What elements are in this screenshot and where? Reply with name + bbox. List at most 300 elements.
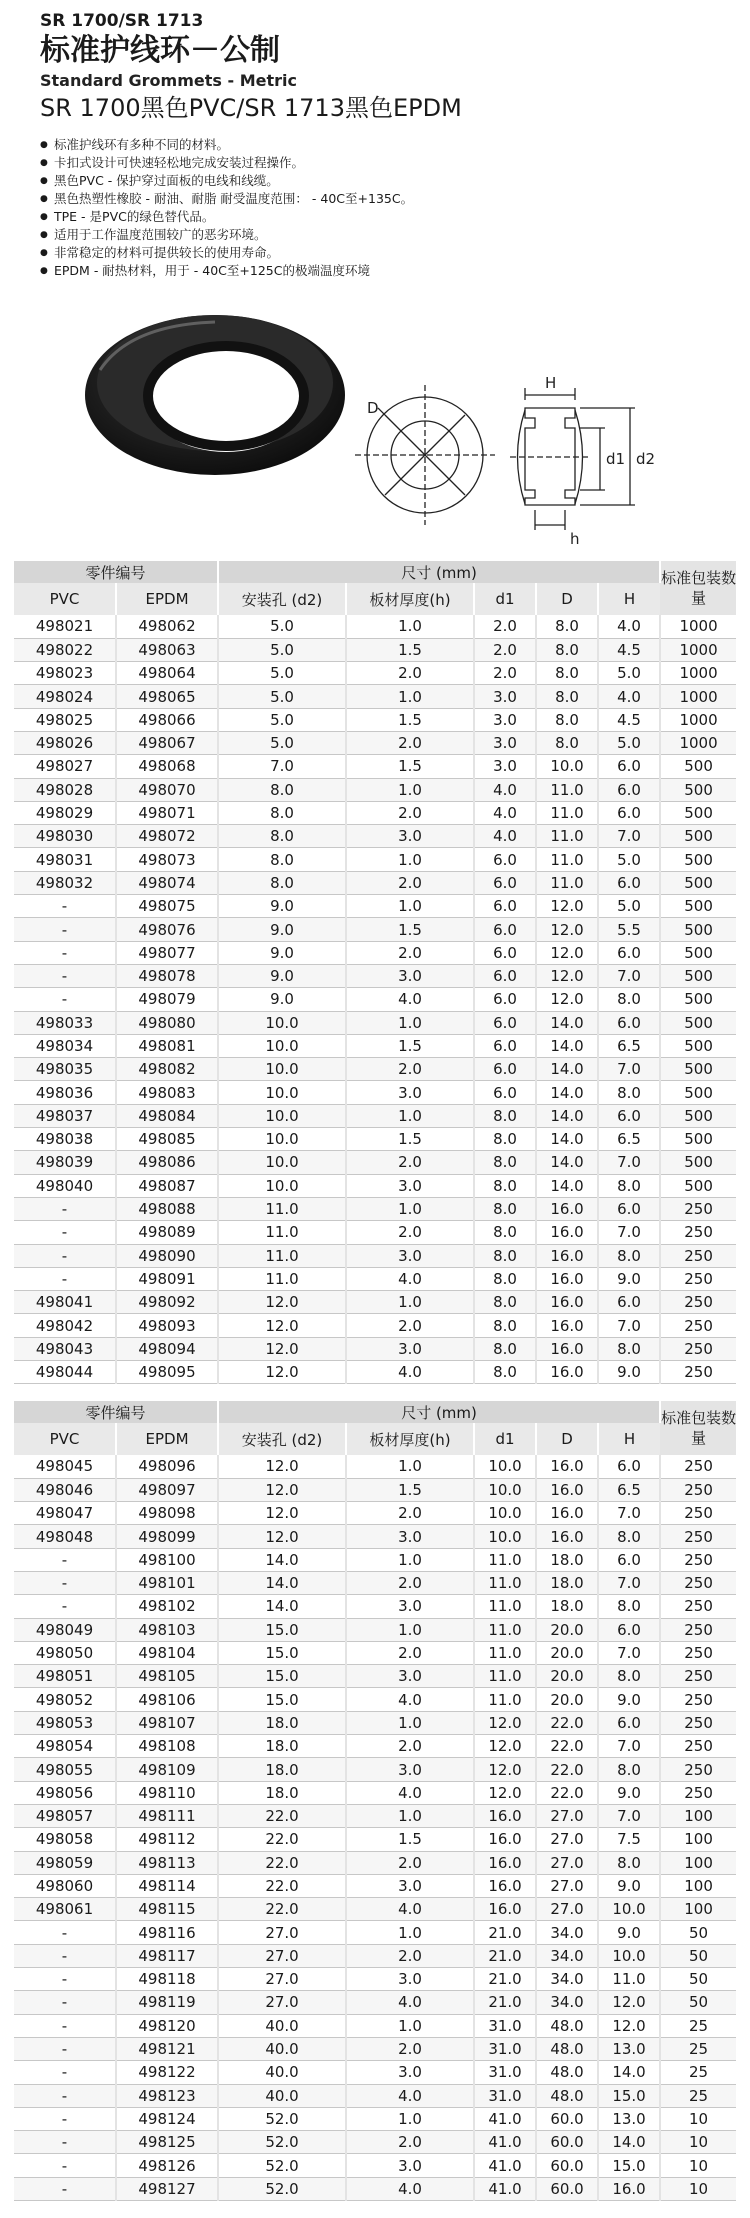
- cell-thickness: 3.0: [346, 1244, 474, 1267]
- cell-D: 48.0: [536, 2014, 598, 2037]
- cell-hole: 12.0: [218, 1337, 346, 1360]
- cell-pkg: 500: [660, 918, 736, 941]
- cell-D: 34.0: [536, 1991, 598, 2014]
- cell-thickness: 2.0: [346, 731, 474, 754]
- cell-pkg: 1000: [660, 708, 736, 731]
- cell-epdm: 498086: [116, 1151, 218, 1174]
- cell-hole: 11.0: [218, 1244, 346, 1267]
- cell-pvc: 498056: [14, 1781, 116, 1804]
- table-row: [14, 755, 736, 778]
- cell-thickness: 4.0: [346, 2177, 474, 2200]
- cell-thickness: 1.0: [346, 1291, 474, 1314]
- table-row: [14, 1081, 736, 1104]
- cell-pkg: 1000: [660, 662, 736, 685]
- cell-pvc: -: [14, 1548, 116, 1571]
- header-thickness: 板材厚度(h): [346, 583, 474, 615]
- cell-H: 9.0: [598, 1874, 660, 1897]
- cell-pvc: -: [14, 2131, 116, 2154]
- cell-thickness: 3.0: [346, 1968, 474, 1991]
- cell-d1: 8.0: [474, 1361, 536, 1384]
- cell-d1: 8.0: [474, 1151, 536, 1174]
- table-row: [14, 1688, 736, 1711]
- table-row: [14, 1011, 736, 1034]
- table-row: [14, 2084, 736, 2107]
- cell-H: 7.0: [598, 1058, 660, 1081]
- cell-thickness: 2.0: [346, 1058, 474, 1081]
- header: [40, 10, 720, 280]
- cell-thickness: 3.0: [346, 964, 474, 987]
- cell-pkg: 500: [660, 778, 736, 801]
- cell-D: 22.0: [536, 1735, 598, 1758]
- cell-pkg: 250: [660, 1595, 736, 1618]
- cell-d1: 2.0: [474, 662, 536, 685]
- cell-d1: 6.0: [474, 1081, 536, 1104]
- cell-d1: 31.0: [474, 2014, 536, 2037]
- cell-pkg: 100: [660, 1851, 736, 1874]
- cell-thickness: 2.0: [346, 941, 474, 964]
- cell-epdm: 498120: [116, 2014, 218, 2037]
- cell-hole: 12.0: [218, 1478, 346, 1501]
- cell-H: 15.0: [598, 2084, 660, 2107]
- feature-item: ● 非常稳定的材料可提供较长的使用寿命。: [40, 244, 720, 262]
- cell-thickness: 2.0: [346, 2037, 474, 2060]
- cell-H: 8.0: [598, 988, 660, 1011]
- cell-d1: 16.0: [474, 1804, 536, 1827]
- cell-hole: 18.0: [218, 1735, 346, 1758]
- cell-hole: 10.0: [218, 1128, 346, 1151]
- cell-epdm: 498066: [116, 708, 218, 731]
- cell-H: 6.0: [598, 778, 660, 801]
- cell-pvc: -: [14, 1244, 116, 1267]
- header-epdm: EPDM: [116, 1423, 218, 1455]
- cell-pkg: 500: [660, 1128, 736, 1151]
- cell-H: 6.0: [598, 941, 660, 964]
- cell-hole: 9.0: [218, 895, 346, 918]
- table-row: [14, 825, 736, 848]
- cell-d1: 3.0: [474, 755, 536, 778]
- table-row: [14, 895, 736, 918]
- cell-pkg: 250: [660, 1641, 736, 1664]
- table-row: [14, 871, 736, 894]
- cell-pvc: 498043: [14, 1337, 116, 1360]
- cell-H: 6.5: [598, 1478, 660, 1501]
- product-subtitle: SR 1700黑色PVC/SR 1713黑色EPDM: [40, 94, 462, 122]
- cell-d1: 21.0: [474, 1968, 536, 1991]
- cell-pvc: 498053: [14, 1711, 116, 1734]
- header-d1: d1: [474, 583, 536, 615]
- cell-pvc: 498057: [14, 1804, 116, 1827]
- cell-D: 16.0: [536, 1502, 598, 1525]
- table-row: [14, 1455, 736, 1478]
- cell-pvc: -: [14, 918, 116, 941]
- cell-H: 7.0: [598, 1804, 660, 1827]
- cell-D: 60.0: [536, 2131, 598, 2154]
- cell-hole: 27.0: [218, 1921, 346, 1944]
- cell-D: 60.0: [536, 2107, 598, 2130]
- cell-thickness: 3.0: [346, 1337, 474, 1360]
- cell-D: 12.0: [536, 918, 598, 941]
- cell-epdm: 498125: [116, 2131, 218, 2154]
- cell-d1: 3.0: [474, 731, 536, 754]
- cell-D: 8.0: [536, 662, 598, 685]
- cell-D: 11.0: [536, 778, 598, 801]
- cell-d1: 12.0: [474, 1735, 536, 1758]
- cell-d1: 11.0: [474, 1571, 536, 1594]
- cell-epdm: 498075: [116, 895, 218, 918]
- cell-hole: 22.0: [218, 1898, 346, 1921]
- header-D: D: [536, 1423, 598, 1455]
- cell-thickness: 3.0: [346, 1174, 474, 1197]
- cell-D: 14.0: [536, 1011, 598, 1034]
- cell-D: 11.0: [536, 801, 598, 824]
- header-part-no: 零件编号: [14, 561, 218, 583]
- cell-D: 11.0: [536, 848, 598, 871]
- cell-pvc: -: [14, 2037, 116, 2060]
- cell-H: 6.0: [598, 1197, 660, 1220]
- table-row: [14, 1851, 736, 1874]
- cell-H: 14.0: [598, 2131, 660, 2154]
- cell-H: 12.0: [598, 1991, 660, 2014]
- cell-D: 14.0: [536, 1104, 598, 1127]
- cell-pvc: 498037: [14, 1104, 116, 1127]
- cell-pvc: 498054: [14, 1735, 116, 1758]
- table-row: [14, 1711, 736, 1734]
- cell-pkg: 250: [660, 1711, 736, 1734]
- cell-D: 18.0: [536, 1595, 598, 1618]
- cell-d1: 8.0: [474, 1314, 536, 1337]
- cell-hole: 5.0: [218, 708, 346, 731]
- cell-pvc: 498022: [14, 638, 116, 661]
- cell-hole: 52.0: [218, 2107, 346, 2130]
- cell-pvc: 498023: [14, 662, 116, 685]
- cell-pkg: 250: [660, 1221, 736, 1244]
- cell-hole: 15.0: [218, 1665, 346, 1688]
- cell-H: 8.0: [598, 1851, 660, 1874]
- cell-pvc: -: [14, 1991, 116, 2014]
- table-row: [14, 1548, 736, 1571]
- cell-D: 14.0: [536, 1081, 598, 1104]
- cell-D: 8.0: [536, 731, 598, 754]
- cell-hole: 12.0: [218, 1455, 346, 1478]
- cell-pvc: -: [14, 2154, 116, 2177]
- cell-D: 8.0: [536, 615, 598, 638]
- cell-H: 6.0: [598, 1291, 660, 1314]
- cell-d1: 21.0: [474, 1991, 536, 2014]
- table-row: [14, 1898, 736, 1921]
- cell-thickness: 3.0: [346, 1595, 474, 1618]
- cell-D: 16.0: [536, 1525, 598, 1548]
- cell-d1: 6.0: [474, 1034, 536, 1057]
- table-row: [14, 988, 736, 1011]
- cell-thickness: 4.0: [346, 1781, 474, 1804]
- cell-thickness: 1.0: [346, 1104, 474, 1127]
- cell-d1: 6.0: [474, 895, 536, 918]
- cell-H: 14.0: [598, 2061, 660, 2084]
- cell-hole: 12.0: [218, 1361, 346, 1384]
- cell-epdm: 498101: [116, 1571, 218, 1594]
- grommet-photo: [85, 315, 345, 475]
- header-size: 尺寸 (mm): [218, 561, 660, 583]
- cell-D: 27.0: [536, 1898, 598, 1921]
- cell-D: 48.0: [536, 2061, 598, 2084]
- cell-D: 20.0: [536, 1665, 598, 1688]
- cell-pkg: 25: [660, 2084, 736, 2107]
- table-body: [14, 1455, 736, 2201]
- cell-pkg: 250: [660, 1735, 736, 1758]
- cell-pkg: 500: [660, 801, 736, 824]
- feature-item: ● 适用于工作温度范围较广的恶劣环境。: [40, 226, 720, 244]
- cell-D: 16.0: [536, 1455, 598, 1478]
- table-row: [14, 1337, 736, 1360]
- cell-thickness: 1.5: [346, 638, 474, 661]
- cell-d1: 8.0: [474, 1221, 536, 1244]
- cell-H: 4.5: [598, 708, 660, 731]
- cell-pkg: 25: [660, 2037, 736, 2060]
- cell-epdm: 498094: [116, 1337, 218, 1360]
- feature-item: ● 标准护线环有多种不同的材料。: [40, 136, 720, 154]
- cell-D: 10.0: [536, 755, 598, 778]
- cell-H: 6.5: [598, 1128, 660, 1151]
- cell-H: 8.0: [598, 1758, 660, 1781]
- cell-D: 16.0: [536, 1267, 598, 1290]
- cell-epdm: 498090: [116, 1244, 218, 1267]
- table-row: [14, 1921, 736, 1944]
- cell-d1: 31.0: [474, 2037, 536, 2060]
- header-D: D: [536, 583, 598, 615]
- cell-thickness: 2.0: [346, 871, 474, 894]
- cell-d1: 41.0: [474, 2107, 536, 2130]
- cell-pvc: -: [14, 1221, 116, 1244]
- table-row: [14, 1104, 736, 1127]
- cell-pvc: 498029: [14, 801, 116, 824]
- cell-H: 7.0: [598, 1221, 660, 1244]
- cell-pkg: 250: [660, 1267, 736, 1290]
- cell-epdm: 498092: [116, 1291, 218, 1314]
- cell-H: 6.0: [598, 1711, 660, 1734]
- cell-pkg: 250: [660, 1618, 736, 1641]
- cell-d1: 4.0: [474, 801, 536, 824]
- header-part-no: 零件编号: [14, 1401, 218, 1423]
- cell-hole: 12.0: [218, 1291, 346, 1314]
- cell-pkg: 500: [660, 1011, 736, 1034]
- cell-epdm: 498114: [116, 1874, 218, 1897]
- table-row: [14, 2107, 736, 2130]
- cell-hole: 18.0: [218, 1758, 346, 1781]
- cell-H: 4.0: [598, 615, 660, 638]
- label-h: h: [570, 530, 580, 548]
- cell-D: 16.0: [536, 1221, 598, 1244]
- header-pkg: 标准包装数量: [660, 561, 736, 615]
- header-pvc: PVC: [14, 583, 116, 615]
- cell-H: 5.0: [598, 895, 660, 918]
- table-row: [14, 1525, 736, 1548]
- cell-pvc: 498047: [14, 1502, 116, 1525]
- table-row: [14, 1781, 736, 1804]
- cell-D: 34.0: [536, 1921, 598, 1944]
- table-row: [14, 1361, 736, 1384]
- cell-epdm: 498107: [116, 1711, 218, 1734]
- cell-pkg: 500: [660, 848, 736, 871]
- cell-pkg: 250: [660, 1548, 736, 1571]
- cell-hole: 5.0: [218, 685, 346, 708]
- table-row: [14, 1478, 736, 1501]
- cell-hole: 15.0: [218, 1641, 346, 1664]
- cell-d1: 8.0: [474, 1128, 536, 1151]
- cell-thickness: 1.0: [346, 778, 474, 801]
- product-code: SR 1700/SR 1713: [40, 11, 204, 31]
- cell-H: 6.0: [598, 1104, 660, 1127]
- cell-D: 16.0: [536, 1478, 598, 1501]
- cell-pkg: 100: [660, 1898, 736, 1921]
- cell-pkg: 250: [660, 1337, 736, 1360]
- cell-pvc: 498028: [14, 778, 116, 801]
- cell-d1: 31.0: [474, 2061, 536, 2084]
- cell-epdm: 498122: [116, 2061, 218, 2084]
- table-row: [14, 2154, 736, 2177]
- page-title: 标准护线环－公制: [40, 33, 280, 68]
- cell-H: 7.0: [598, 1735, 660, 1758]
- cell-thickness: 4.0: [346, 1267, 474, 1290]
- cell-D: 27.0: [536, 1874, 598, 1897]
- cell-epdm: 498072: [116, 825, 218, 848]
- cell-thickness: 2.0: [346, 1151, 474, 1174]
- cell-d1: 10.0: [474, 1525, 536, 1548]
- cell-hole: 22.0: [218, 1851, 346, 1874]
- cell-d1: 21.0: [474, 1921, 536, 1944]
- cell-H: 8.0: [598, 1081, 660, 1104]
- cell-pkg: 250: [660, 1361, 736, 1384]
- cell-pkg: 250: [660, 1291, 736, 1314]
- cell-d1: 16.0: [474, 1898, 536, 1921]
- cell-hole: 27.0: [218, 1968, 346, 1991]
- cell-thickness: 1.0: [346, 1921, 474, 1944]
- cell-epdm: 498077: [116, 941, 218, 964]
- cell-thickness: 1.0: [346, 685, 474, 708]
- cell-thickness: 1.5: [346, 918, 474, 941]
- cell-H: 6.0: [598, 1548, 660, 1571]
- cell-D: 14.0: [536, 1034, 598, 1057]
- header-epdm: EPDM: [116, 583, 218, 615]
- cell-pvc: 498021: [14, 615, 116, 638]
- cell-thickness: 4.0: [346, 988, 474, 1011]
- cell-hole: 22.0: [218, 1828, 346, 1851]
- grommet-table-1: [14, 561, 736, 1384]
- table-row: [14, 662, 736, 685]
- cell-thickness: 4.0: [346, 1991, 474, 2014]
- cell-thickness: 1.0: [346, 1548, 474, 1571]
- cell-hole: 9.0: [218, 964, 346, 987]
- cell-D: 12.0: [536, 941, 598, 964]
- cell-epdm: 498096: [116, 1455, 218, 1478]
- cell-pvc: 498024: [14, 685, 116, 708]
- cell-hole: 10.0: [218, 1034, 346, 1057]
- cell-D: 12.0: [536, 988, 598, 1011]
- cell-epdm: 498067: [116, 731, 218, 754]
- cell-hole: 10.0: [218, 1151, 346, 1174]
- cell-pvc: 498052: [14, 1688, 116, 1711]
- cell-d1: 11.0: [474, 1641, 536, 1664]
- cell-thickness: 1.0: [346, 1197, 474, 1220]
- cell-pkg: 100: [660, 1828, 736, 1851]
- cell-pkg: 500: [660, 825, 736, 848]
- cell-d1: 11.0: [474, 1665, 536, 1688]
- cell-d1: 6.0: [474, 1058, 536, 1081]
- cell-pvc: -: [14, 988, 116, 1011]
- cell-d1: 8.0: [474, 1337, 536, 1360]
- cell-thickness: 3.0: [346, 1525, 474, 1548]
- header-H: H: [598, 583, 660, 615]
- cell-epdm: 498099: [116, 1525, 218, 1548]
- table-row: [14, 1151, 736, 1174]
- cell-pkg: 1000: [660, 615, 736, 638]
- cell-hole: 12.0: [218, 1314, 346, 1337]
- cell-epdm: 498113: [116, 1851, 218, 1874]
- cell-thickness: 1.0: [346, 2107, 474, 2130]
- cell-H: 9.0: [598, 1921, 660, 1944]
- cell-d1: 8.0: [474, 1104, 536, 1127]
- cell-H: 7.5: [598, 1828, 660, 1851]
- cell-thickness: 1.0: [346, 1804, 474, 1827]
- cell-D: 12.0: [536, 964, 598, 987]
- cell-pkg: 500: [660, 1151, 736, 1174]
- cell-epdm: 498080: [116, 1011, 218, 1034]
- table-row: [14, 1571, 736, 1594]
- cell-D: 48.0: [536, 2037, 598, 2060]
- cell-epdm: 498071: [116, 801, 218, 824]
- cell-epdm: 498064: [116, 662, 218, 685]
- cell-H: 9.0: [598, 1267, 660, 1290]
- feature-item: ● EPDM - 耐热材料，用于 - 40C至+125C的极端温度环境: [40, 262, 720, 280]
- cell-H: 5.0: [598, 662, 660, 685]
- cell-D: 27.0: [536, 1851, 598, 1874]
- cell-H: 5.5: [598, 918, 660, 941]
- cell-pkg: 500: [660, 1174, 736, 1197]
- cell-thickness: 1.0: [346, 1455, 474, 1478]
- cell-thickness: 3.0: [346, 1081, 474, 1104]
- cell-epdm: 498123: [116, 2084, 218, 2107]
- cell-hole: 5.0: [218, 731, 346, 754]
- cell-D: 34.0: [536, 1968, 598, 1991]
- cell-pvc: 498060: [14, 1874, 116, 1897]
- cell-hole: 7.0: [218, 755, 346, 778]
- table-row: [14, 1502, 736, 1525]
- table-row: [14, 708, 736, 731]
- cell-pvc: -: [14, 2014, 116, 2037]
- cell-epdm: 498082: [116, 1058, 218, 1081]
- table-row: [14, 638, 736, 661]
- cell-thickness: 4.0: [346, 1361, 474, 1384]
- cell-D: 11.0: [536, 871, 598, 894]
- cell-hole: 5.0: [218, 638, 346, 661]
- cell-epdm: 498081: [116, 1034, 218, 1057]
- cell-hole: 40.0: [218, 2084, 346, 2107]
- header-hole: 安装孔 (d2): [218, 1423, 346, 1455]
- cell-epdm: 498119: [116, 1991, 218, 2014]
- cell-thickness: 3.0: [346, 1665, 474, 1688]
- cell-H: 9.0: [598, 1781, 660, 1804]
- cell-pkg: 500: [660, 1058, 736, 1081]
- cell-d1: 2.0: [474, 615, 536, 638]
- cell-D: 11.0: [536, 825, 598, 848]
- cell-D: 27.0: [536, 1828, 598, 1851]
- table-row: [14, 1828, 736, 1851]
- cell-d1: 16.0: [474, 1828, 536, 1851]
- cell-epdm: 498103: [116, 1618, 218, 1641]
- cell-H: 7.0: [598, 1151, 660, 1174]
- cell-pvc: 498048: [14, 1525, 116, 1548]
- cell-epdm: 498097: [116, 1478, 218, 1501]
- cell-pkg: 500: [660, 1034, 736, 1057]
